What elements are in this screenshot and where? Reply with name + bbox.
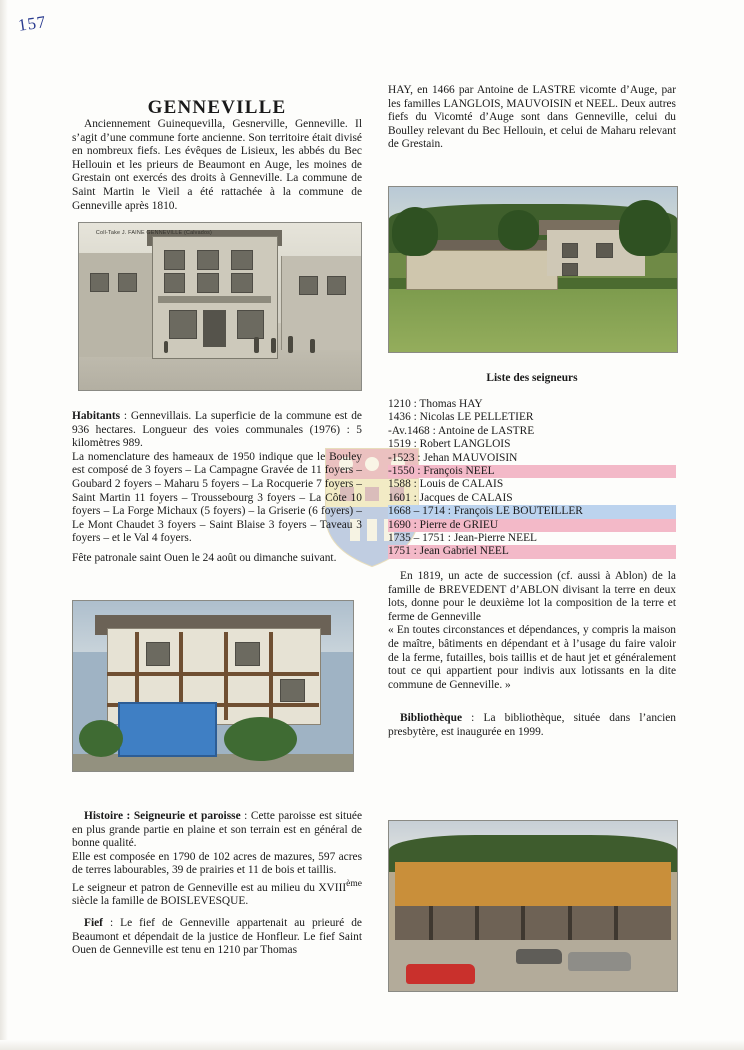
seigneurs-block	[388, 372, 676, 384]
fete-paragraph: Fête patronale saint Ouen le 24 août ou dimanche suivant.	[72, 551, 337, 564]
seigneur-list-item: -1523 : Jehan MAUVOISIN	[388, 451, 518, 464]
left-column-habitants-block	[72, 410, 362, 566]
seigneur-list-item: -Av.1468 : Antoine de LASTRE	[388, 424, 535, 437]
old-postcard-street-view	[78, 222, 362, 391]
succession-block	[388, 570, 676, 692]
seigneurs-list	[388, 398, 676, 559]
half-timbered-house-photo	[72, 600, 354, 772]
seigneur-list-item: 1588 : Louis de CALAIS	[388, 478, 504, 491]
hameaux-paragraph: La nomenclature des hameaux de 1950 indique que le Bouley est composé de 3 foyers – La Campagne Gravée de 11 foyers – Goubard 2 foyers – Maharu 5 foyers – La Rocquerie 7 foyers – Saint Martin 11 foyers – Troussebourg 3 foyers – La Côte 10 foyers – La Forge Michaux (5 foyers) – la Griserie (6 foyers) – Le Mont Chaudet 3 foyers – Saint Blaise 3 foyers – Taveau 3 foyers – et le Val 4 foyers.	[72, 450, 362, 545]
page-title: GENNEVILLE	[147, 96, 287, 118]
habitants-paragraph	[72, 410, 362, 451]
seigneur-list-item: -1550 : François NEEL	[388, 465, 676, 478]
farm-buildings-photo	[388, 186, 678, 353]
histoire-p3-end: siècle la famille de BOISLEVESQUE.	[72, 895, 249, 908]
bibliotheque-text: : La bibliothèque, située dans l’ancien presbytère, est inaugurée en 1999.	[388, 712, 676, 738]
histoire-text: : Cette paroisse est située en plus grande partie en plaine et son terrain est en général de bonne qualité.	[72, 810, 362, 850]
bibliotheque-block	[388, 712, 676, 739]
habitants-label: Habitants	[72, 410, 121, 422]
seigneur-list-item: 1690 : Pierre de GRIEU	[388, 519, 676, 532]
seigneur-list-item: 1519 : Robert LANGLOIS	[388, 438, 511, 451]
scan-edge-left	[0, 0, 8, 1050]
succession-paragraph: En 1819, un acte de succession (cf. aussi à Ablon) de la famille de BREVEDENT d’ABLON divisant la terre en deux lots, donne pour le deuxième lot la composition de la terre et ferme de Genneville	[388, 570, 676, 623]
bibliotheque-paragraph	[388, 712, 676, 739]
scan-edge-bottom	[0, 1040, 744, 1050]
histoire-p3-start: Le seigneur et patron de Genneville est au milieu du XVIII	[72, 881, 347, 894]
fief-paragraph	[72, 917, 362, 958]
folio-number: 157	[16, 12, 48, 35]
fief-text: : Le fief de Genneville appartenait au prieuré de Beaumont et dépendait de la justice de Honfleur. Le fief Saint Ouen de Genneville est tenu en 1210 par Thomas	[72, 916, 362, 957]
habitants-text: : Gennevillais. La superficie de la commune est de 936 hectares. Longueur des voies communales (1976) : 5 kilomètres 989.	[72, 410, 362, 450]
seigneur-list-item: 1210 : Thomas HAY	[388, 398, 483, 410]
seigneur-list-item: 1751 : Jean Gabriel NEEL	[388, 545, 676, 558]
seigneur-list-item: 1668 – 1714 : François LE BOUTEILLER	[388, 505, 676, 518]
right-column-continuation-block	[388, 84, 676, 152]
seigneurs-list-title: Liste des seigneurs	[486, 372, 578, 384]
histoire-label: Histoire : Seigneurie et paroisse	[84, 810, 241, 822]
bibliotheque-label: Bibliothèque	[400, 712, 463, 724]
left-column-intro-block	[72, 118, 362, 213]
intro-paragraph: Anciennement Guinequevilla, Gesnerville, Genneville. Il s’agit d’une commune forte ancienne. Son territoire était divisé en nombreux fiefs. Les évêques de Lisieux, les abbés du Bec Hellouin et les prieurs de Beaumont en Auge, les moines de Grestain ont exercés des droits à Genneville. La commune de Saint Martin le Vieil a été rattachée à la commune de Genneville après 1810.	[72, 118, 362, 212]
histoire-p3-superscript: ème	[346, 878, 362, 889]
histoire-paragraph	[72, 810, 362, 851]
seigneur-list-item: 1436 : Nicolas LE PELLETIER	[388, 411, 534, 424]
left-column-histoire-block	[72, 810, 362, 958]
postcard-caption: Coll-Take J. FAINE GENNEVILLE (Calvados)	[95, 229, 213, 236]
succession-quote: « En toutes circonstances et dépendances, y compris la maison de maître, bâtiments en dépendant et à l’usage du faire valoir de la ferme, futailles, bois taillis et de haut jet et généralement tout ce qui appartient pour indivis aux lotissants en la dite commune de Genneville. »	[388, 624, 676, 691]
seigneur-list-item: 1735 – 1751 : Jean-Pierre NEEL	[388, 532, 537, 545]
fief-label: Fief	[84, 916, 103, 929]
long-barn-with-cars-photo	[388, 820, 678, 992]
histoire-paragraph-2: Elle est composée en 1790 de 102 acres de mazures, 597 acres de terres labourables, 39 de prairies et 11 de bois et taillis.	[72, 850, 362, 877]
histoire-paragraph-3	[72, 878, 362, 909]
seigneur-list-item: 1601 : Jacques de CALAIS	[388, 491, 513, 504]
continuation-paragraph: HAY, en 1466 par Antoine de LASTRE vicomte d’Auge, par les familles LANGLOIS, MAUVOISIN et NEEL. Deux autres fiefs du Vicomté d’Auge sont dans Genneville, celui du Boulley relevant du Bec Hellouin, et celui de Maharu relevant de Grestain.	[388, 84, 676, 151]
